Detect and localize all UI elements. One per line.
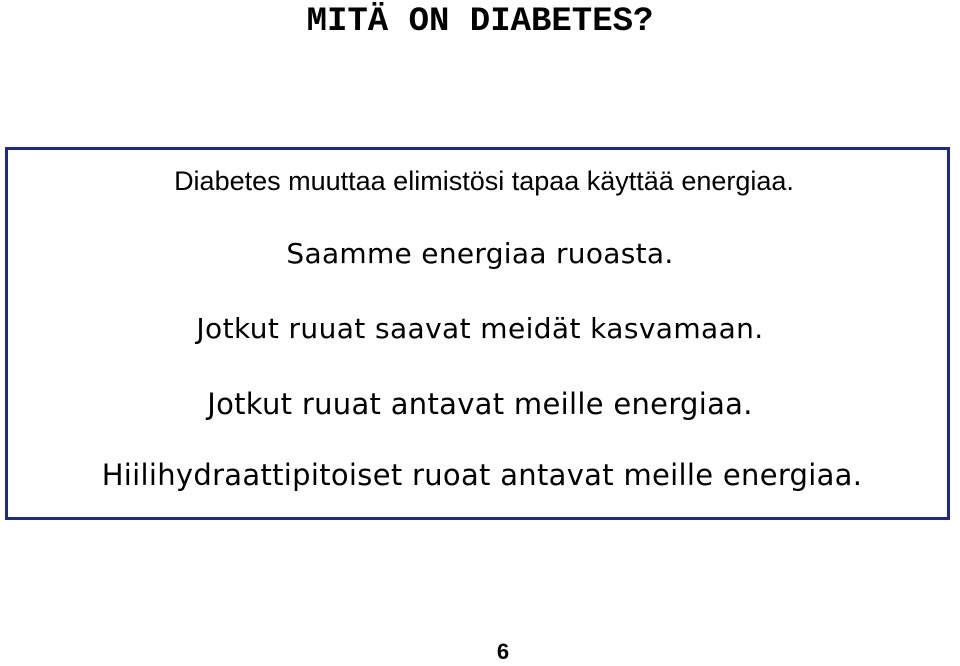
text-line-5: Hiilihydraattipitoiset ruoat antavat meille energiaa. bbox=[101, 458, 863, 492]
text-line-4: Jotkut ruuat antavat meille energiaa. bbox=[207, 387, 753, 421]
page-title: MITÄ ON DIABETES? bbox=[306, 3, 654, 41]
text-line-3: Jotkut ruuat saavat meidät kasvamaan. bbox=[196, 312, 764, 345]
text-line-1: Diabetes muuttaa elimistösi tapaa käyttää energiaa. bbox=[174, 166, 794, 196]
page-number: 6 bbox=[496, 639, 510, 664]
text-line-2: Saamme energiaa ruoasta. bbox=[286, 237, 674, 270]
